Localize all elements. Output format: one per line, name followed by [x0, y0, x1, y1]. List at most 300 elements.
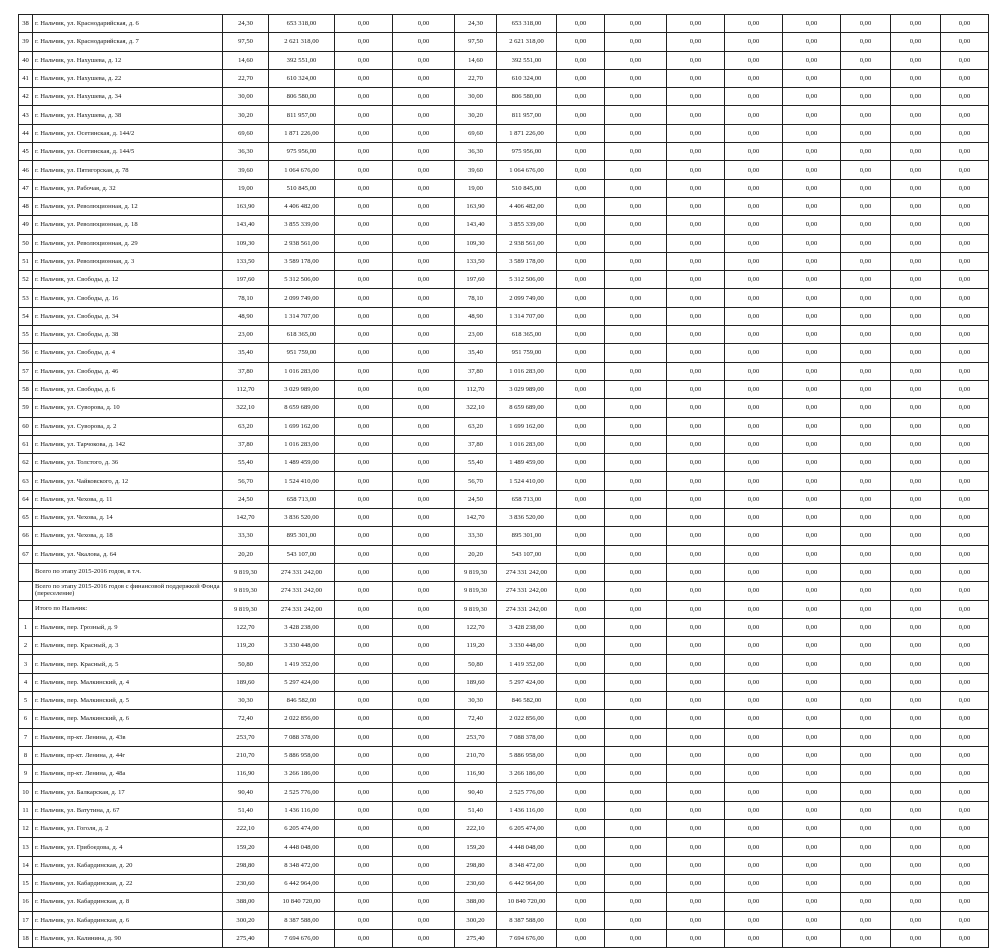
value-cell: 1 871 226,00	[497, 124, 557, 142]
value-cell: 0,00	[393, 344, 455, 362]
row-number-cell: 6	[19, 710, 33, 728]
value-cell: 0,00	[393, 655, 455, 673]
value-cell: 388,00	[223, 893, 269, 911]
value-cell: 0,00	[841, 820, 891, 838]
value-cell: 0,00	[393, 143, 455, 161]
value-cell: 0,00	[783, 435, 841, 453]
value-cell: 50,80	[455, 655, 497, 673]
value-cell: 0,00	[891, 874, 941, 892]
value-cell: 0,00	[725, 563, 783, 581]
value-cell: 109,30	[455, 234, 497, 252]
value-cell: 0,00	[841, 179, 891, 197]
value-cell: 0,00	[841, 380, 891, 398]
value-cell: 159,20	[223, 838, 269, 856]
value-cell: 0,00	[725, 435, 783, 453]
value-cell: 0,00	[667, 563, 725, 581]
value-cell: 0,00	[941, 856, 989, 874]
value-cell: 0,00	[941, 655, 989, 673]
value-cell: 0,00	[393, 874, 455, 892]
value-cell: 0,00	[667, 69, 725, 87]
value-cell: 0,00	[891, 289, 941, 307]
value-cell: 3 428 238,00	[269, 618, 335, 636]
value-cell: 0,00	[941, 344, 989, 362]
address-cell: г. Нальчик, ул. Пятигорская, д. 78	[33, 161, 223, 179]
table-row	[19, 33, 989, 51]
value-cell: 0,00	[941, 545, 989, 563]
value-cell: 0,00	[393, 362, 455, 380]
value-cell: 0,00	[841, 234, 891, 252]
value-cell: 0,00	[891, 51, 941, 69]
value-cell: 0,00	[841, 746, 891, 764]
value-cell: 112,70	[223, 380, 269, 398]
value-cell: 0,00	[557, 490, 605, 508]
value-cell: 56,70	[223, 472, 269, 490]
value-cell: 0,00	[605, 637, 667, 655]
address-cell: г. Нальчик, ул. Осетинская, д. 144/2	[33, 124, 223, 142]
value-cell: 0,00	[891, 33, 941, 51]
value-cell: 0,00	[393, 435, 455, 453]
value-cell: 0,00	[393, 509, 455, 527]
value-cell: 0,00	[783, 15, 841, 33]
value-cell: 0,00	[393, 234, 455, 252]
value-cell: 0,00	[841, 874, 891, 892]
value-cell: 0,00	[605, 874, 667, 892]
row-number-cell: 5	[19, 691, 33, 709]
value-cell: 0,00	[891, 106, 941, 124]
value-cell: 163,90	[455, 197, 497, 215]
value-cell: 274 331 242,00	[497, 563, 557, 581]
value-cell: 0,00	[335, 271, 393, 289]
value-cell: 0,00	[941, 69, 989, 87]
table-row	[19, 454, 989, 472]
value-cell: 0,00	[667, 783, 725, 801]
value-cell: 0,00	[557, 197, 605, 215]
address-cell: г. Нальчик, ул. Чехова, д. 18	[33, 527, 223, 545]
value-cell: 0,00	[667, 527, 725, 545]
value-cell: 610 324,00	[497, 69, 557, 87]
value-cell: 0,00	[891, 929, 941, 947]
value-cell: 0,00	[941, 380, 989, 398]
value-cell: 846 582,00	[269, 691, 335, 709]
value-cell: 0,00	[335, 691, 393, 709]
value-cell: 0,00	[725, 801, 783, 819]
value-cell: 0,00	[841, 929, 891, 947]
value-cell: 0,00	[605, 51, 667, 69]
value-cell: 0,00	[841, 252, 891, 270]
row-number-cell: 47	[19, 179, 33, 197]
value-cell: 0,00	[667, 893, 725, 911]
value-cell: 5 886 958,00	[497, 746, 557, 764]
value-cell: 0,00	[725, 289, 783, 307]
value-cell: 6 442 964,00	[497, 874, 557, 892]
value-cell: 0,00	[667, 746, 725, 764]
value-cell: 63,20	[455, 417, 497, 435]
address-cell: г. Нальчик, ул. Кабардинская, д. 6	[33, 911, 223, 929]
value-cell: 0,00	[335, 234, 393, 252]
value-cell: 0,00	[335, 143, 393, 161]
value-cell: 0,00	[725, 728, 783, 746]
value-cell: 275,40	[223, 929, 269, 947]
value-cell: 3 266 186,00	[269, 765, 335, 783]
row-number-cell: 65	[19, 509, 33, 527]
value-cell: 0,00	[605, 216, 667, 234]
value-cell: 0,00	[605, 252, 667, 270]
value-cell: 0,00	[605, 618, 667, 636]
value-cell: 0,00	[667, 801, 725, 819]
table-row	[19, 399, 989, 417]
row-number-cell: 9	[19, 765, 33, 783]
value-cell: 163,90	[223, 197, 269, 215]
table-row	[19, 710, 989, 728]
value-cell: 806 580,00	[497, 88, 557, 106]
address-cell: г. Нальчик, пр-кт. Ленина, д. 43в	[33, 728, 223, 746]
value-cell: 0,00	[557, 161, 605, 179]
table-row	[19, 271, 989, 289]
value-cell: 0,00	[941, 637, 989, 655]
row-number-cell: 46	[19, 161, 33, 179]
value-cell: 0,00	[941, 271, 989, 289]
value-cell: 0,00	[841, 51, 891, 69]
address-cell: г. Нальчик, ул. Свободы, д. 38	[33, 326, 223, 344]
value-cell: 0,00	[725, 673, 783, 691]
value-cell: 0,00	[891, 124, 941, 142]
value-cell: 0,00	[891, 326, 941, 344]
value-cell: 0,00	[891, 527, 941, 545]
value-cell: 0,00	[335, 637, 393, 655]
value-cell: 0,00	[725, 527, 783, 545]
value-cell: 0,00	[393, 710, 455, 728]
value-cell: 0,00	[393, 582, 455, 600]
value-cell: 0,00	[393, 216, 455, 234]
value-cell: 222,10	[455, 820, 497, 838]
value-cell: 0,00	[941, 911, 989, 929]
value-cell: 0,00	[667, 289, 725, 307]
table-row	[19, 820, 989, 838]
address-cell: г. Нальчик, ул. Чехова, д. 11	[33, 490, 223, 508]
value-cell: 8 659 689,00	[497, 399, 557, 417]
value-cell: 0,00	[557, 88, 605, 106]
value-cell: 0,00	[667, 307, 725, 325]
address-cell: г. Нальчик, ул. Ватутина, д. 67	[33, 801, 223, 819]
value-cell: 0,00	[557, 33, 605, 51]
value-cell: 2 525 776,00	[497, 783, 557, 801]
value-cell: 0,00	[667, 691, 725, 709]
table-row	[19, 88, 989, 106]
value-cell: 1 489 459,00	[269, 454, 335, 472]
row-number-cell	[19, 582, 33, 600]
address-cell: г. Нальчик, ул. Революционная, д. 12	[33, 197, 223, 215]
value-cell: 0,00	[605, 179, 667, 197]
value-cell: 0,00	[393, 893, 455, 911]
value-cell: 0,00	[667, 216, 725, 234]
value-cell: 4 448 048,00	[497, 838, 557, 856]
value-cell: 0,00	[557, 911, 605, 929]
value-cell: 0,00	[557, 51, 605, 69]
value-cell: 0,00	[841, 765, 891, 783]
value-cell: 0,00	[667, 655, 725, 673]
table-row	[19, 124, 989, 142]
value-cell: 7 088 378,00	[497, 728, 557, 746]
value-cell: 0,00	[557, 728, 605, 746]
row-number-cell: 62	[19, 454, 33, 472]
value-cell: 0,00	[557, 673, 605, 691]
value-cell: 0,00	[891, 271, 941, 289]
value-cell: 0,00	[891, 435, 941, 453]
value-cell: 0,00	[891, 344, 941, 362]
value-cell: 0,00	[335, 874, 393, 892]
value-cell: 189,60	[223, 673, 269, 691]
value-cell: 2 938 561,00	[497, 234, 557, 252]
value-cell: 0,00	[557, 234, 605, 252]
row-number-cell: 8	[19, 746, 33, 764]
value-cell: 97,50	[223, 33, 269, 51]
value-cell: 0,00	[605, 472, 667, 490]
value-cell: 0,00	[393, 929, 455, 947]
value-cell: 0,00	[841, 673, 891, 691]
value-cell: 0,00	[557, 637, 605, 655]
value-cell: 0,00	[841, 691, 891, 709]
table-row	[19, 307, 989, 325]
value-cell: 0,00	[891, 673, 941, 691]
value-cell: 975 956,00	[497, 143, 557, 161]
value-cell: 0,00	[725, 545, 783, 563]
row-number-cell	[19, 563, 33, 581]
value-cell: 0,00	[557, 307, 605, 325]
value-cell: 0,00	[783, 765, 841, 783]
value-cell: 0,00	[783, 509, 841, 527]
value-cell: 0,00	[605, 417, 667, 435]
value-cell: 0,00	[335, 417, 393, 435]
value-cell: 0,00	[841, 472, 891, 490]
value-cell: 0,00	[941, 197, 989, 215]
table-row	[19, 728, 989, 746]
value-cell: 653 318,00	[269, 15, 335, 33]
value-cell: 210,70	[455, 746, 497, 764]
address-cell: г. Нальчик, пер. Малкинский, д. 6	[33, 710, 223, 728]
value-cell: 0,00	[605, 197, 667, 215]
value-cell: 0,00	[557, 124, 605, 142]
value-cell: 0,00	[667, 143, 725, 161]
value-cell: 0,00	[667, 161, 725, 179]
value-cell: 0,00	[335, 893, 393, 911]
value-cell: 0,00	[335, 435, 393, 453]
value-cell: 0,00	[725, 106, 783, 124]
value-cell: 0,00	[393, 161, 455, 179]
value-cell: 1 314 707,00	[497, 307, 557, 325]
value-cell: 0,00	[841, 545, 891, 563]
value-cell: 189,60	[455, 673, 497, 691]
value-cell: 30,30	[223, 691, 269, 709]
value-cell: 0,00	[335, 472, 393, 490]
value-cell: 0,00	[841, 637, 891, 655]
table-row	[19, 509, 989, 527]
row-number-cell: 44	[19, 124, 33, 142]
row-number-cell: 61	[19, 435, 33, 453]
table-row	[19, 252, 989, 270]
value-cell: 0,00	[667, 929, 725, 947]
value-cell: 0,00	[783, 637, 841, 655]
value-cell: 0,00	[783, 582, 841, 600]
value-cell: 0,00	[725, 326, 783, 344]
value-cell: 0,00	[941, 929, 989, 947]
value-cell: 0,00	[783, 88, 841, 106]
value-cell: 2 621 318,00	[497, 33, 557, 51]
value-cell: 0,00	[783, 472, 841, 490]
address-cell: г. Нальчик, ул. Чайковского, д. 12	[33, 472, 223, 490]
value-cell: 0,00	[605, 545, 667, 563]
value-cell: 0,00	[941, 88, 989, 106]
value-cell: 0,00	[941, 783, 989, 801]
address-cell: г. Нальчик, ул. Свободы, д. 12	[33, 271, 223, 289]
row-number-cell: 60	[19, 417, 33, 435]
value-cell: 119,20	[455, 637, 497, 655]
value-cell: 0,00	[841, 527, 891, 545]
value-cell: 0,00	[557, 746, 605, 764]
value-cell: 0,00	[891, 765, 941, 783]
value-cell: 0,00	[557, 838, 605, 856]
value-cell: 7 088 378,00	[269, 728, 335, 746]
value-cell: 0,00	[605, 527, 667, 545]
value-cell: 0,00	[891, 88, 941, 106]
value-cell: 23,00	[223, 326, 269, 344]
address-cell: г. Нальчик, ул. Свободы, д. 4	[33, 344, 223, 362]
value-cell: 0,00	[605, 728, 667, 746]
value-cell: 0,00	[725, 691, 783, 709]
value-cell: 0,00	[557, 472, 605, 490]
value-cell: 1 524 410,00	[269, 472, 335, 490]
value-cell: 0,00	[725, 582, 783, 600]
value-cell: 0,00	[941, 509, 989, 527]
value-cell: 300,20	[223, 911, 269, 929]
table-row	[19, 856, 989, 874]
value-cell: 0,00	[891, 197, 941, 215]
address-cell: г. Нальчик, ул. Кабардинская, д. 20	[33, 856, 223, 874]
value-cell: 0,00	[393, 380, 455, 398]
value-cell: 9 819,30	[223, 563, 269, 581]
value-cell: 0,00	[393, 399, 455, 417]
row-number-cell: 14	[19, 856, 33, 874]
value-cell: 0,00	[841, 399, 891, 417]
value-cell: 0,00	[667, 234, 725, 252]
value-cell: 0,00	[725, 179, 783, 197]
value-cell: 322,10	[455, 399, 497, 417]
value-cell: 0,00	[783, 362, 841, 380]
value-cell: 0,00	[557, 801, 605, 819]
value-cell: 0,00	[557, 929, 605, 947]
value-cell: 543 107,00	[269, 545, 335, 563]
value-cell: 0,00	[335, 106, 393, 124]
value-cell: 0,00	[557, 15, 605, 33]
value-cell: 3 029 989,00	[497, 380, 557, 398]
value-cell: 0,00	[667, 710, 725, 728]
row-number-cell: 1	[19, 618, 33, 636]
value-cell: 0,00	[725, 344, 783, 362]
value-cell: 19,00	[455, 179, 497, 197]
value-cell: 0,00	[393, 673, 455, 691]
value-cell: 3 428 238,00	[497, 618, 557, 636]
value-cell: 0,00	[783, 691, 841, 709]
value-cell: 0,00	[783, 124, 841, 142]
value-cell: 0,00	[725, 417, 783, 435]
value-cell: 0,00	[725, 637, 783, 655]
value-cell: 0,00	[783, 179, 841, 197]
value-cell: 0,00	[393, 490, 455, 508]
value-cell: 2 938 561,00	[269, 234, 335, 252]
table-row	[19, 618, 989, 636]
value-cell: 1 699 162,00	[497, 417, 557, 435]
table-row	[19, 435, 989, 453]
row-number-cell: 43	[19, 106, 33, 124]
value-cell: 0,00	[941, 179, 989, 197]
row-number-cell: 2	[19, 637, 33, 655]
value-cell: 0,00	[605, 765, 667, 783]
value-cell: 0,00	[605, 399, 667, 417]
value-cell: 0,00	[941, 124, 989, 142]
value-cell: 0,00	[393, 271, 455, 289]
value-cell: 0,00	[783, 271, 841, 289]
address-cell: г. Нальчик, пер. Красный, д. 3	[33, 637, 223, 655]
value-cell: 275,40	[455, 929, 497, 947]
value-cell: 0,00	[557, 252, 605, 270]
value-cell: 653 318,00	[497, 15, 557, 33]
value-cell: 2 099 749,00	[269, 289, 335, 307]
value-cell: 0,00	[725, 746, 783, 764]
table-row	[19, 637, 989, 655]
value-cell: 159,20	[455, 838, 497, 856]
value-cell: 0,00	[725, 765, 783, 783]
value-cell: 0,00	[605, 801, 667, 819]
value-cell: 0,00	[393, 563, 455, 581]
value-cell: 0,00	[557, 820, 605, 838]
value-cell: 274 331 242,00	[269, 582, 335, 600]
value-cell: 0,00	[891, 472, 941, 490]
value-cell: 0,00	[891, 399, 941, 417]
row-number-cell: 52	[19, 271, 33, 289]
value-cell: 0,00	[891, 563, 941, 581]
value-cell: 0,00	[725, 143, 783, 161]
document-sheet	[18, 14, 971, 948]
value-cell: 23,00	[455, 326, 497, 344]
value-cell: 0,00	[783, 344, 841, 362]
value-cell: 274 331 242,00	[497, 600, 557, 618]
value-cell: 0,00	[841, 454, 891, 472]
value-cell: 0,00	[557, 289, 605, 307]
value-cell: 0,00	[335, 655, 393, 673]
value-cell: 0,00	[557, 582, 605, 600]
row-number-cell: 51	[19, 252, 33, 270]
value-cell: 0,00	[783, 197, 841, 215]
value-cell: 0,00	[891, 746, 941, 764]
value-cell: 0,00	[941, 454, 989, 472]
value-cell: 0,00	[841, 600, 891, 618]
row-number-cell: 40	[19, 51, 33, 69]
value-cell: 0,00	[841, 143, 891, 161]
value-cell: 0,00	[605, 454, 667, 472]
row-number-cell: 15	[19, 874, 33, 892]
value-cell: 2 525 776,00	[269, 783, 335, 801]
value-cell: 78,10	[223, 289, 269, 307]
value-cell: 51,40	[223, 801, 269, 819]
value-cell: 0,00	[941, 161, 989, 179]
address-cell: г. Нальчик, ул. Краснодарийская, д. 6	[33, 15, 223, 33]
value-cell: 0,00	[557, 362, 605, 380]
address-cell: Всего по этапу 2015-2016 годов с финансовой поддержкой Фонда (переселение)	[33, 582, 223, 600]
value-cell: 0,00	[605, 271, 667, 289]
value-cell: 197,60	[223, 271, 269, 289]
value-cell: 0,00	[667, 435, 725, 453]
value-cell: 0,00	[783, 746, 841, 764]
table-row	[19, 765, 989, 783]
